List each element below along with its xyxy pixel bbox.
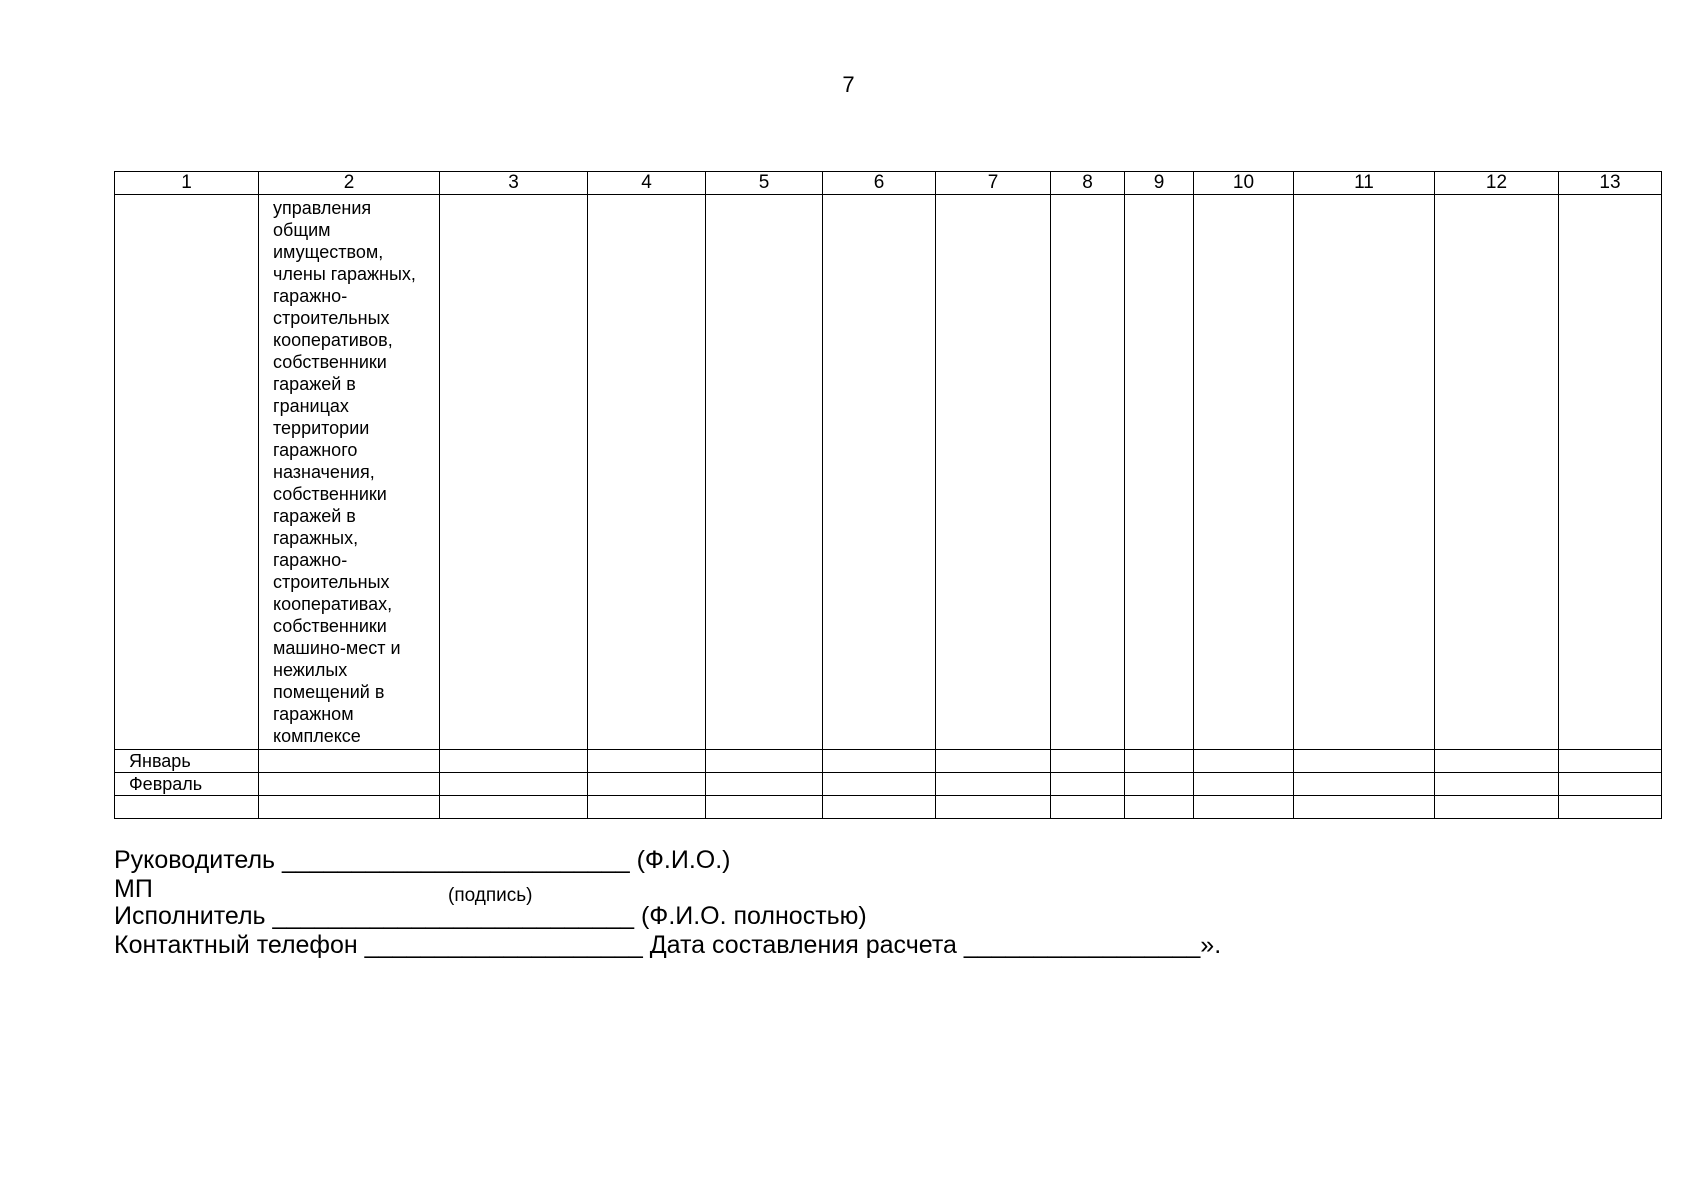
month-label-february: Февраль bbox=[115, 773, 259, 796]
table-cell bbox=[1194, 195, 1294, 750]
closing-mark: ». bbox=[1200, 931, 1222, 959]
table-cell bbox=[1435, 796, 1559, 819]
table-cell bbox=[823, 195, 936, 750]
description-line: строительных bbox=[273, 308, 390, 328]
signature-hint: (подпись) bbox=[448, 885, 533, 906]
head-name-hint: (Ф.И.О.) bbox=[636, 846, 731, 874]
description-line: помещений в bbox=[273, 682, 385, 702]
header-cell-13: 13 bbox=[1559, 172, 1662, 195]
table-cell bbox=[1435, 773, 1559, 796]
description-line: строительных bbox=[273, 572, 390, 592]
table-cell bbox=[1194, 796, 1294, 819]
signature-block bbox=[114, 846, 1221, 960]
data-table bbox=[114, 171, 1662, 819]
date-blank: _________________ bbox=[963, 931, 1201, 959]
table-row-empty bbox=[115, 796, 1662, 819]
description-line: кооперативов, bbox=[273, 330, 393, 350]
table-cell bbox=[259, 796, 440, 819]
table-cell bbox=[936, 195, 1051, 750]
description-line: гаражно- bbox=[273, 550, 348, 570]
table-cell bbox=[115, 796, 259, 819]
month-label-january: Январь bbox=[115, 750, 259, 773]
table-cell bbox=[1125, 773, 1194, 796]
table-cell bbox=[1194, 773, 1294, 796]
description-line: нежилых bbox=[273, 660, 348, 680]
head-signature-line bbox=[114, 846, 1221, 875]
table-cell bbox=[440, 773, 588, 796]
header-cell-9: 9 bbox=[1125, 172, 1194, 195]
table-cell bbox=[1435, 750, 1559, 773]
table-cell bbox=[1559, 796, 1662, 819]
table-cell bbox=[706, 796, 823, 819]
table-cell bbox=[588, 750, 706, 773]
header-row bbox=[115, 172, 1662, 195]
table-cell bbox=[115, 195, 259, 750]
table-cell bbox=[1435, 195, 1559, 750]
page-number: 7 bbox=[842, 72, 855, 97]
header-cell-8: 8 bbox=[1051, 172, 1125, 195]
table-cell bbox=[936, 750, 1051, 773]
phone-blank: ____________________ bbox=[364, 931, 643, 959]
table-cell bbox=[1294, 750, 1435, 773]
table-cell bbox=[1559, 773, 1662, 796]
table-cell bbox=[1051, 796, 1125, 819]
table-cell bbox=[823, 750, 936, 773]
table-cell bbox=[706, 195, 823, 750]
table-cell bbox=[440, 796, 588, 819]
table-cell bbox=[1125, 796, 1194, 819]
description-line: управления bbox=[273, 198, 372, 218]
executor-label: Исполнитель bbox=[114, 902, 266, 930]
header-cell-7: 7 bbox=[936, 172, 1051, 195]
executor-line bbox=[114, 902, 1221, 931]
date-label: Дата составления расчета bbox=[649, 931, 957, 959]
header-cell-4: 4 bbox=[588, 172, 706, 195]
contact-line bbox=[114, 931, 1221, 960]
executor-blank: __________________________ bbox=[272, 902, 635, 930]
header-cell-5: 5 bbox=[706, 172, 823, 195]
header-cell-1: 1 bbox=[115, 172, 259, 195]
description-line: члены гаражных, bbox=[273, 264, 416, 284]
description-line: собственники bbox=[273, 484, 387, 504]
table-cell bbox=[1294, 796, 1435, 819]
table-cell bbox=[823, 796, 936, 819]
table-cell bbox=[1294, 195, 1435, 750]
description-line: гаражей в bbox=[273, 506, 356, 526]
executor-name-hint: (Ф.И.О. полностью) bbox=[640, 902, 867, 930]
table-cell bbox=[259, 750, 440, 773]
table-cell bbox=[1125, 195, 1194, 750]
header-cell-2: 2 bbox=[259, 172, 440, 195]
description-line: общим bbox=[273, 220, 331, 240]
phone-label: Контактный телефон bbox=[114, 931, 358, 959]
table-row-february bbox=[115, 773, 1662, 796]
description-line: гаражных, bbox=[273, 528, 359, 548]
stamp-label: МП bbox=[114, 875, 153, 903]
description-line: гаражно- bbox=[273, 286, 348, 306]
table-row-january bbox=[115, 750, 1662, 773]
table-row-continued bbox=[115, 195, 1662, 750]
table-cell bbox=[1051, 773, 1125, 796]
stamp-line bbox=[114, 875, 1221, 906]
table-cell bbox=[1194, 750, 1294, 773]
description-line: собственники bbox=[273, 616, 387, 636]
table-cell bbox=[259, 773, 440, 796]
table-cell bbox=[936, 773, 1051, 796]
description-line: гаражного bbox=[273, 440, 358, 460]
table-cell bbox=[823, 773, 936, 796]
table-cell bbox=[588, 773, 706, 796]
description-line: машино-мест и bbox=[273, 638, 401, 658]
table-cell bbox=[588, 195, 706, 750]
table-cell bbox=[440, 750, 588, 773]
head-signature-blank: _________________________ bbox=[282, 846, 630, 874]
table-cell bbox=[440, 195, 588, 750]
table-cell bbox=[1294, 773, 1435, 796]
header-cell-12: 12 bbox=[1435, 172, 1559, 195]
header-cell-11: 11 bbox=[1294, 172, 1435, 195]
description-line: комплексе bbox=[273, 726, 361, 746]
table-cell bbox=[1125, 750, 1194, 773]
table-cell bbox=[1051, 195, 1125, 750]
table-cell bbox=[936, 796, 1051, 819]
description-line: территории bbox=[273, 418, 370, 438]
description-line: имуществом, bbox=[273, 242, 384, 262]
table-cell bbox=[706, 773, 823, 796]
table-cell bbox=[1559, 195, 1662, 750]
description-line: собственники bbox=[273, 352, 387, 372]
description-line: гаражей в bbox=[273, 374, 356, 394]
table-cell bbox=[588, 796, 706, 819]
description-line: границах bbox=[273, 396, 349, 416]
table-cell bbox=[1051, 750, 1125, 773]
description-line: гаражном bbox=[273, 704, 354, 724]
description-line: кооперативах, bbox=[273, 594, 393, 614]
header-cell-10: 10 bbox=[1194, 172, 1294, 195]
header-cell-3: 3 bbox=[440, 172, 588, 195]
description-line: назначения, bbox=[273, 462, 375, 482]
header-cell-6: 6 bbox=[823, 172, 936, 195]
table-cell bbox=[1559, 750, 1662, 773]
table-cell bbox=[706, 750, 823, 773]
head-label: Руководитель bbox=[114, 846, 276, 874]
category-description-cell bbox=[259, 195, 440, 750]
